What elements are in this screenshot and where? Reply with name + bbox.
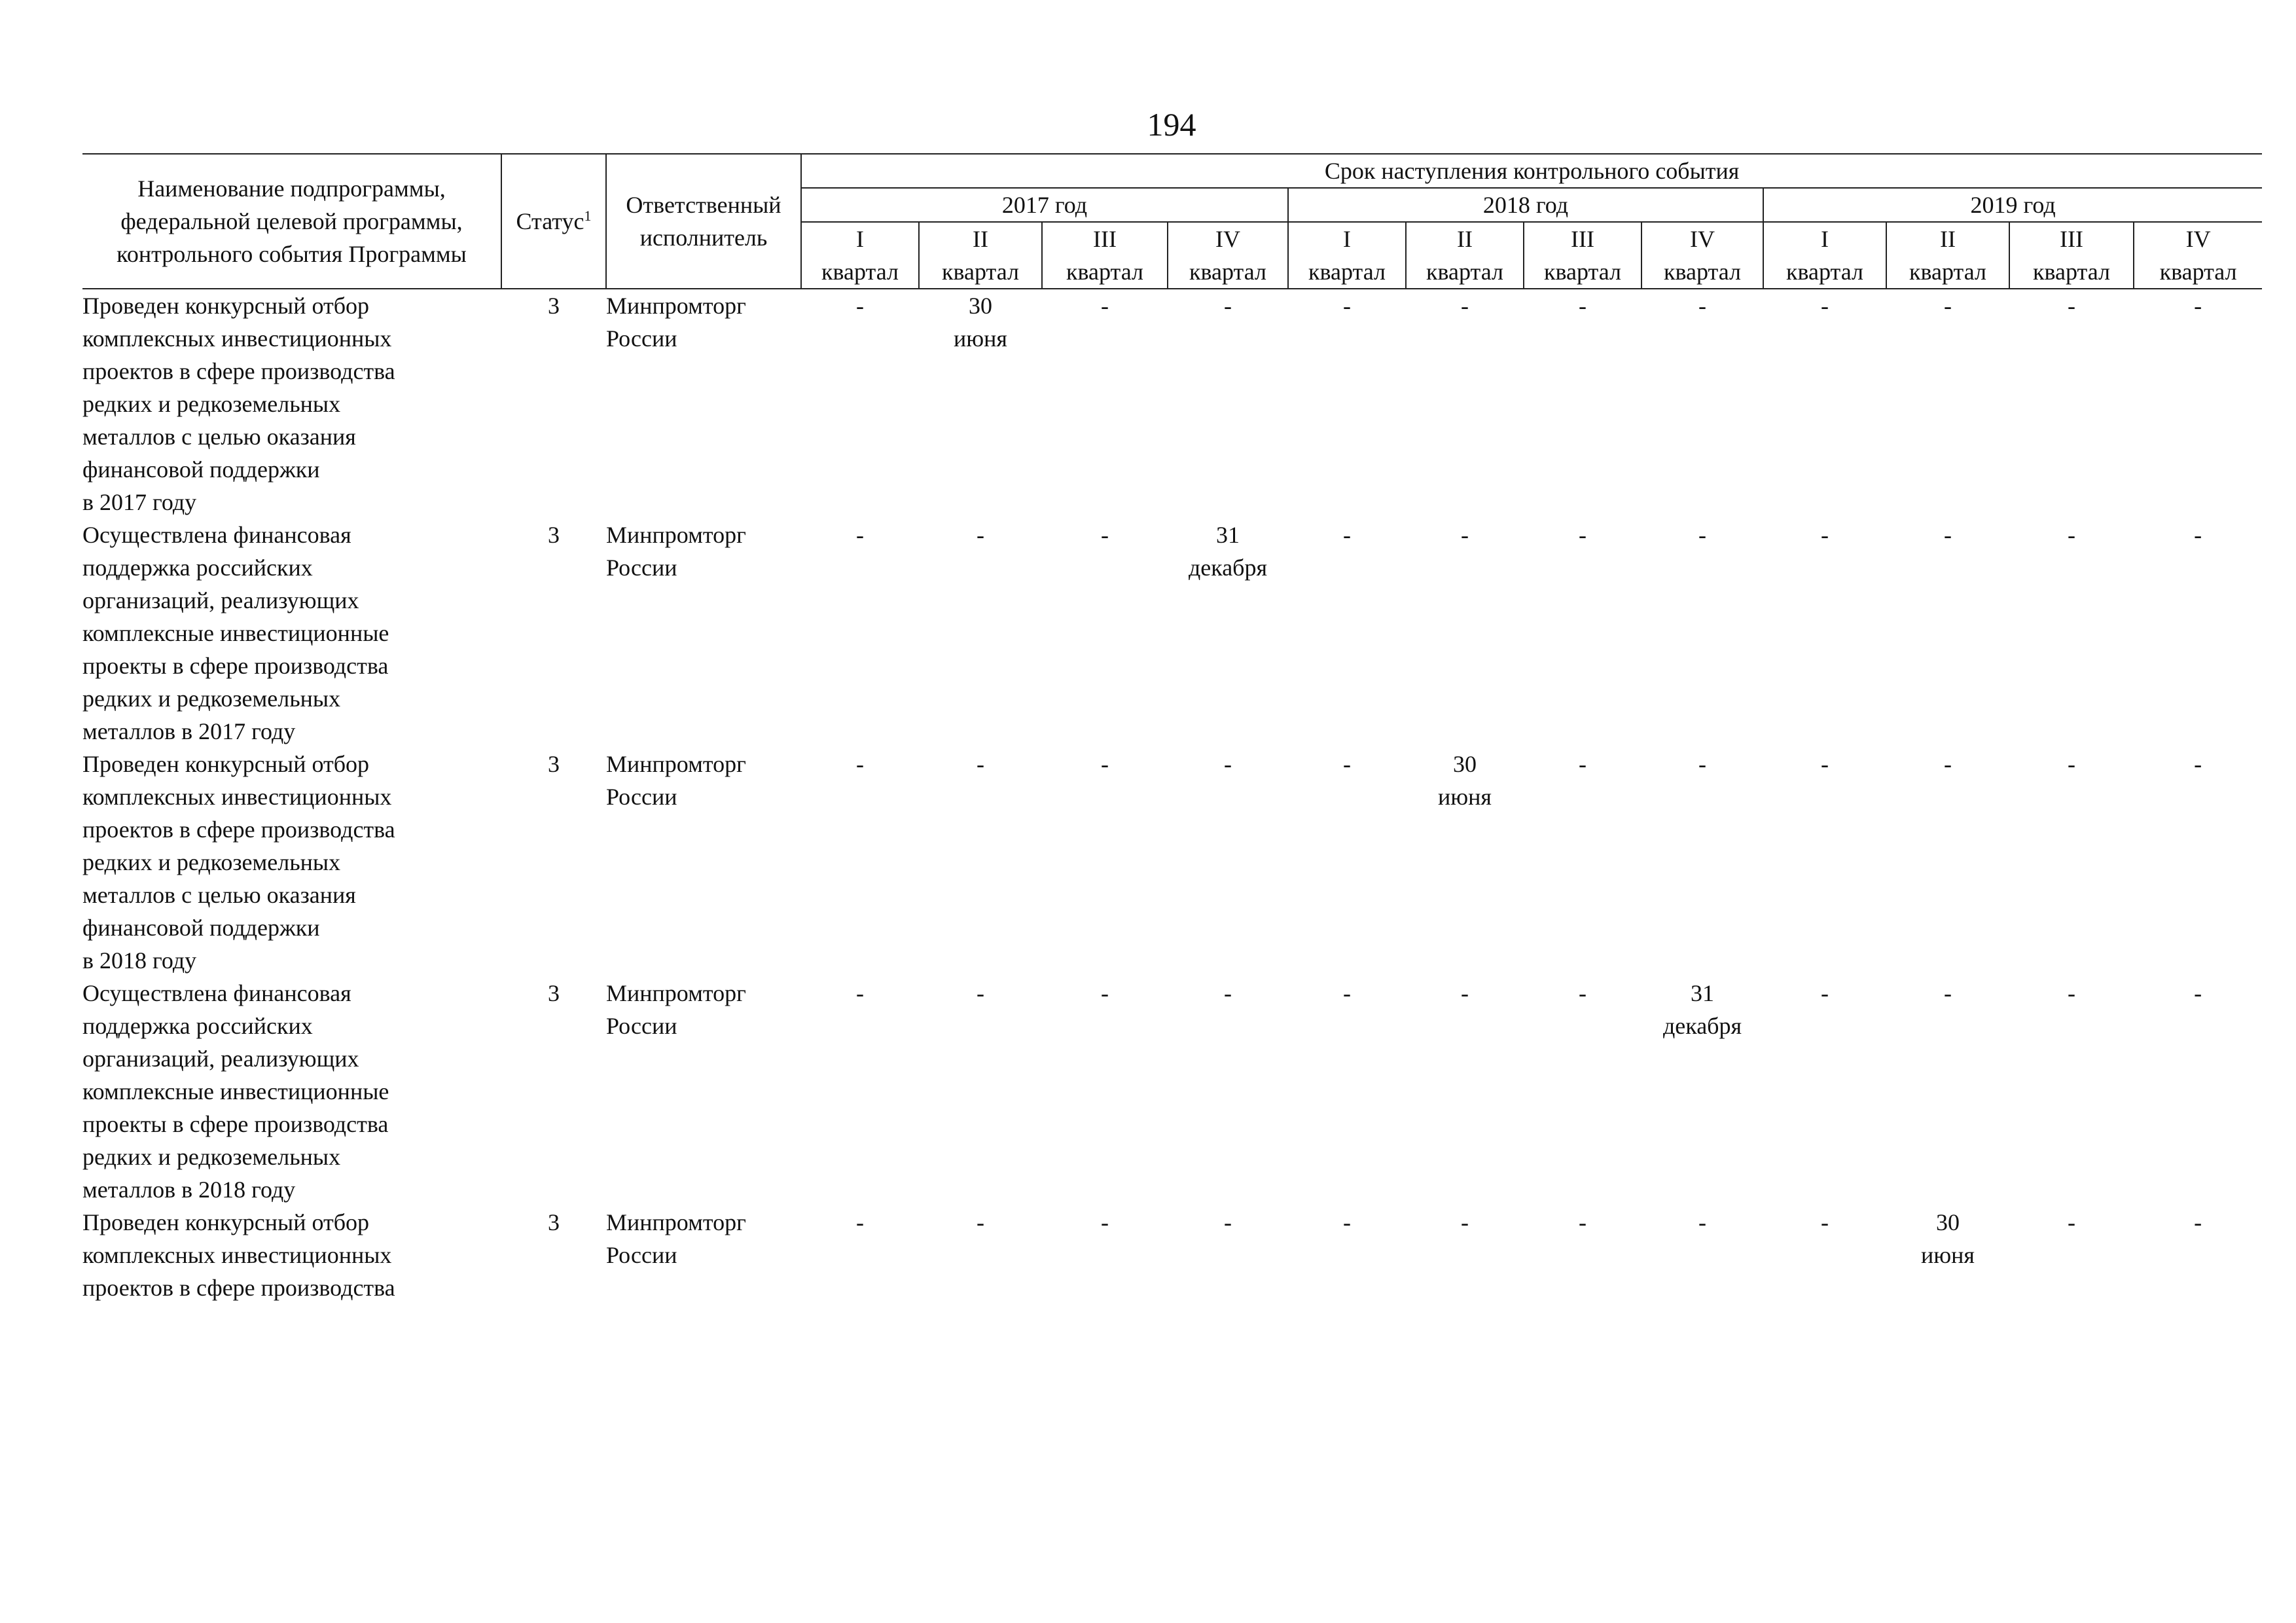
event-name-line: комплексные инвестиционные: [82, 1078, 389, 1104]
table-row: [82, 748, 2262, 977]
deadline-value: -: [856, 293, 864, 319]
quarter-cell: [1641, 519, 1763, 748]
quarter-word: квартал: [2033, 259, 2110, 285]
quarter-number: IV: [1215, 226, 1240, 252]
event-name-line: редких и редкоземельных: [82, 685, 341, 712]
event-name-cell: [82, 519, 501, 748]
quarter-cell: [1524, 748, 1641, 977]
header-year: 2019 год: [1763, 188, 2262, 222]
quarter-cell: [801, 1206, 919, 1304]
quarter-cell: [1763, 1206, 1886, 1304]
event-name-line: организаций, реализующих: [82, 1046, 359, 1072]
deadline-value: декабря: [1188, 555, 1268, 581]
quarter-cell: [1288, 1206, 1406, 1304]
quarter-cell: [2134, 519, 2262, 748]
quarter-cell: [1763, 519, 1886, 748]
quarter-cell: [1886, 519, 2009, 748]
quarter-cell: [1524, 289, 1641, 519]
deadline-value: -: [1579, 522, 1587, 548]
quarter-cell: [2009, 519, 2134, 748]
event-name-line: редких и редкоземельных: [82, 391, 341, 417]
deadline-value: -: [1579, 751, 1587, 777]
deadline-value: -: [1698, 293, 1706, 319]
deadline-value: -: [1821, 293, 1829, 319]
event-name-line: Осуществлена финансовая: [82, 980, 351, 1006]
deadline-value: -: [1224, 293, 1232, 319]
quarter-cell: [1763, 748, 1886, 977]
quarter-cell: [2009, 1206, 2134, 1304]
quarter-number: II: [1940, 226, 1956, 252]
deadline-value: -: [977, 522, 984, 548]
deadline-value: -: [1821, 1209, 1829, 1235]
quarter-word: квартал: [1664, 259, 1741, 285]
quarter-cell: [2009, 977, 2134, 1206]
deadline-value: -: [2194, 522, 2202, 548]
quarter-number: I: [856, 226, 864, 252]
event-name-line: комплексных инвестиционных: [82, 325, 392, 352]
quarter-cell: [1042, 289, 1168, 519]
deadline-value: -: [1579, 293, 1587, 319]
responsible-line: России: [606, 1013, 677, 1039]
responsible-cell: [606, 519, 801, 748]
table-row: [82, 977, 2262, 1206]
event-name-line: поддержка российских: [82, 1013, 313, 1039]
quarter-cell: [919, 289, 1042, 519]
deadline-value: -: [1224, 980, 1232, 1006]
header-quarter: [1641, 222, 1763, 289]
event-name-line: проекты в сфере производства: [82, 1111, 389, 1137]
quarter-word: квартал: [821, 259, 899, 285]
quarter-word: квартал: [1189, 259, 1266, 285]
deadline-value: июня: [1921, 1242, 1975, 1268]
header-quarter: [1168, 222, 1288, 289]
quarter-word: квартал: [1786, 259, 1863, 285]
responsible-line: Минпромторг: [606, 1209, 746, 1235]
quarter-cell: [2009, 748, 2134, 977]
header-quarter: [2134, 222, 2262, 289]
quarter-cell: [1288, 748, 1406, 977]
deadline-value: -: [1821, 980, 1829, 1006]
quarter-cell: [801, 519, 919, 748]
event-name-line: металлов с целью оказания: [82, 882, 356, 908]
quarter-number: II: [973, 226, 988, 252]
deadline-value: июня: [1438, 784, 1492, 810]
quarter-word: квартал: [1426, 259, 1503, 285]
deadline-value: -: [2194, 980, 2202, 1006]
responsible-line: Минпромторг: [606, 751, 746, 777]
quarter-cell: [1042, 748, 1168, 977]
header-status-label: Статус: [516, 208, 584, 234]
responsible-line: России: [606, 555, 677, 581]
deadline-value: декабря: [1662, 1013, 1742, 1039]
quarter-cell: [1288, 977, 1406, 1206]
quarter-cell: [919, 519, 1042, 748]
deadline-value: -: [1224, 751, 1232, 777]
event-name-line: Осуществлена финансовая: [82, 522, 351, 548]
status-cell: 3: [548, 293, 560, 319]
deadline-value: 30: [1936, 1209, 1960, 1235]
event-name-line: комплексных инвестиционных: [82, 1242, 392, 1268]
quarter-number: III: [1571, 226, 1594, 252]
header-quarter: [1406, 222, 1524, 289]
deadline-value: -: [2068, 980, 2075, 1006]
responsible-cell: [606, 1206, 801, 1304]
event-name-line: проектов в сфере производства: [82, 358, 395, 384]
responsible-line: Минпромторг: [606, 522, 746, 548]
deadline-value: -: [2068, 293, 2075, 319]
quarter-cell: [1406, 519, 1524, 748]
deadline-value: -: [1944, 980, 1952, 1006]
deadline-value: -: [1101, 751, 1109, 777]
deadline-value: -: [2068, 751, 2075, 777]
header-status-footnote: 1: [584, 208, 592, 224]
deadline-value: июня: [954, 325, 1007, 352]
deadline-value: -: [2194, 751, 2202, 777]
event-name-line: проекты в сфере производства: [82, 653, 389, 679]
responsible-line: Минпромторг: [606, 293, 746, 319]
deadline-value: -: [2194, 1209, 2202, 1235]
event-name-line: проектов в сфере производства: [82, 816, 395, 843]
header-name-column: Наименование подпрограммы, федеральной целевой программы, контрольного события Программы: [82, 154, 501, 289]
deadline-value: 31: [1216, 522, 1240, 548]
quarter-cell: [2134, 1206, 2262, 1304]
header-quarter: [1288, 222, 1406, 289]
header-quarter: [919, 222, 1042, 289]
quarter-cell: [1641, 289, 1763, 519]
event-name-line: организаций, реализующих: [82, 587, 359, 613]
header-quarter: [1763, 222, 1886, 289]
deadline-value: -: [1101, 522, 1109, 548]
quarter-cell: [1288, 289, 1406, 519]
quarter-cell: [1168, 519, 1288, 748]
quarter-word: квартал: [1308, 259, 1386, 285]
deadline-value: -: [1944, 293, 1952, 319]
quarter-cell: [1168, 289, 1288, 519]
quarter-number: IV: [1690, 226, 1715, 252]
deadline-value: -: [977, 980, 984, 1006]
quarter-cell: [1524, 519, 1641, 748]
quarter-number: IV: [2185, 226, 2211, 252]
deadline-value: -: [1461, 1209, 1469, 1235]
deadline-value: -: [856, 1209, 864, 1235]
event-name-line: проектов в сфере производства: [82, 1275, 395, 1301]
event-name-cell: [82, 289, 501, 519]
quarter-cell: [1886, 748, 2009, 977]
header-quarter: [1886, 222, 2009, 289]
event-name-line: Проведен конкурсный отбор: [82, 751, 370, 777]
quarter-number: II: [1457, 226, 1473, 252]
control-events-table: [82, 153, 2262, 1304]
deadline-value: 30: [969, 293, 992, 319]
table-header: [82, 154, 2262, 289]
status-cell: 3: [548, 980, 560, 1006]
deadline-value: -: [1579, 980, 1587, 1006]
deadline-value: -: [1698, 522, 1706, 548]
deadline-value: -: [977, 1209, 984, 1235]
table-row: [82, 289, 2262, 519]
deadline-value: -: [1224, 1209, 1232, 1235]
deadline-value: -: [1101, 293, 1109, 319]
quarter-cell: [919, 1206, 1042, 1304]
responsible-cell: [606, 748, 801, 977]
quarter-number: III: [2060, 226, 2083, 252]
quarter-number: III: [1093, 226, 1117, 252]
deadline-value: -: [2194, 293, 2202, 319]
deadline-value: -: [1698, 1209, 1706, 1235]
quarter-cell: [919, 748, 1042, 977]
deadline-value: -: [1579, 1209, 1587, 1235]
quarter-number: I: [1343, 226, 1351, 252]
header-quarter: [1042, 222, 1168, 289]
header-quarter: [1524, 222, 1641, 289]
responsible-line: Минпромторг: [606, 980, 746, 1006]
deadline-value: -: [1343, 293, 1351, 319]
deadline-value: -: [1343, 751, 1351, 777]
quarter-cell: [1168, 748, 1288, 977]
status-cell: 3: [548, 751, 560, 777]
header-quarter: [2009, 222, 2134, 289]
event-name-line: Проведен конкурсный отбор: [82, 1209, 370, 1235]
event-name-line: поддержка российских: [82, 555, 313, 581]
deadline-value: -: [1101, 980, 1109, 1006]
quarter-cell: [1168, 1206, 1288, 1304]
event-name-line: в 2018 году: [82, 947, 197, 974]
quarter-number: I: [1821, 226, 1829, 252]
quarter-cell: [2009, 289, 2134, 519]
responsible-cell: [606, 289, 801, 519]
deadline-value: -: [1461, 980, 1469, 1006]
quarter-cell: [1886, 1206, 2009, 1304]
event-name-cell: [82, 977, 501, 1206]
responsible-cell: [606, 977, 801, 1206]
quarter-cell: [1524, 1206, 1641, 1304]
deadline-value: -: [977, 751, 984, 777]
deadline-value: -: [1461, 522, 1469, 548]
deadline-value: -: [856, 751, 864, 777]
event-name-line: финансовой поддержки: [82, 456, 320, 483]
quarter-cell: [1524, 977, 1641, 1206]
deadline-value: -: [856, 522, 864, 548]
table-row: [82, 1206, 2262, 1304]
quarter-word: квартал: [1909, 259, 1986, 285]
deadline-value: -: [1698, 751, 1706, 777]
event-name-line: комплексные инвестиционные: [82, 620, 389, 646]
quarter-cell: [1042, 977, 1168, 1206]
event-name-line: редких и редкоземельных: [82, 849, 341, 875]
deadline-value: -: [1343, 980, 1351, 1006]
event-name-cell: [82, 748, 501, 977]
quarter-cell: [801, 977, 919, 1206]
event-name-cell: [82, 1206, 501, 1304]
event-name-line: металлов с целью оказания: [82, 424, 356, 450]
quarter-cell: [1042, 1206, 1168, 1304]
table-body: [82, 289, 2262, 1304]
quarter-cell: [2134, 289, 2262, 519]
quarter-cell: [2134, 748, 2262, 977]
deadline-value: -: [1944, 751, 1952, 777]
event-name-line: металлов в 2017 году: [82, 718, 296, 744]
responsible-line: России: [606, 325, 677, 352]
quarter-cell: [1886, 289, 2009, 519]
event-name-line: металлов в 2018 году: [82, 1176, 296, 1203]
deadline-value: -: [1343, 1209, 1351, 1235]
quarter-cell: [1406, 1206, 1524, 1304]
status-cell: 3: [548, 522, 560, 548]
quarter-cell: [1641, 748, 1763, 977]
event-name-line: финансовой поддержки: [82, 915, 320, 941]
deadline-value: -: [2068, 1209, 2075, 1235]
quarter-cell: [2134, 977, 2262, 1206]
quarter-cell: [1886, 977, 2009, 1206]
quarter-cell: [801, 748, 919, 977]
quarter-cell: [801, 289, 919, 519]
quarter-cell: [1763, 977, 1886, 1206]
deadline-value: 31: [1691, 980, 1714, 1006]
deadline-value: -: [1461, 293, 1469, 319]
quarter-word: квартал: [2159, 259, 2237, 285]
event-name-line: редких и редкоземельных: [82, 1144, 341, 1170]
header-year: 2018 год: [1288, 188, 1763, 222]
deadline-value: -: [1944, 522, 1952, 548]
quarter-cell: [1641, 977, 1763, 1206]
quarter-cell: [919, 977, 1042, 1206]
status-cell: 3: [548, 1209, 560, 1235]
deadline-value: 30: [1453, 751, 1477, 777]
quarter-cell: [1406, 289, 1524, 519]
quarter-cell: [1042, 519, 1168, 748]
event-name-line: комплексных инвестиционных: [82, 784, 392, 810]
event-name-line: Проведен конкурсный отбор: [82, 293, 370, 319]
quarter-cell: [1763, 289, 1886, 519]
quarter-word: квартал: [1544, 259, 1621, 285]
quarter-cell: [1406, 977, 1524, 1206]
header-status-column: [501, 154, 606, 289]
deadline-value: -: [2068, 522, 2075, 548]
deadline-value: -: [1343, 522, 1351, 548]
quarter-cell: [1406, 748, 1524, 977]
quarter-cell: [1641, 1206, 1763, 1304]
responsible-line: России: [606, 1242, 677, 1268]
event-name-line: в 2017 году: [82, 489, 197, 515]
quarter-cell: [1288, 519, 1406, 748]
quarter-word: квартал: [942, 259, 1019, 285]
quarter-word: квартал: [1066, 259, 1143, 285]
deadline-value: -: [1821, 751, 1829, 777]
responsible-line: России: [606, 784, 677, 810]
header-responsible-column: Ответственный исполнитель: [606, 154, 801, 289]
deadline-value: -: [1101, 1209, 1109, 1235]
header-year: 2017 год: [801, 188, 1288, 222]
quarter-cell: [1168, 977, 1288, 1206]
header-quarter: [801, 222, 919, 289]
deadline-value: -: [1821, 522, 1829, 548]
table-row: [82, 519, 2262, 748]
deadline-value: -: [856, 980, 864, 1006]
page-number: 194: [1147, 106, 1196, 143]
header-deadline-group: Срок наступления контрольного события: [801, 154, 2262, 188]
